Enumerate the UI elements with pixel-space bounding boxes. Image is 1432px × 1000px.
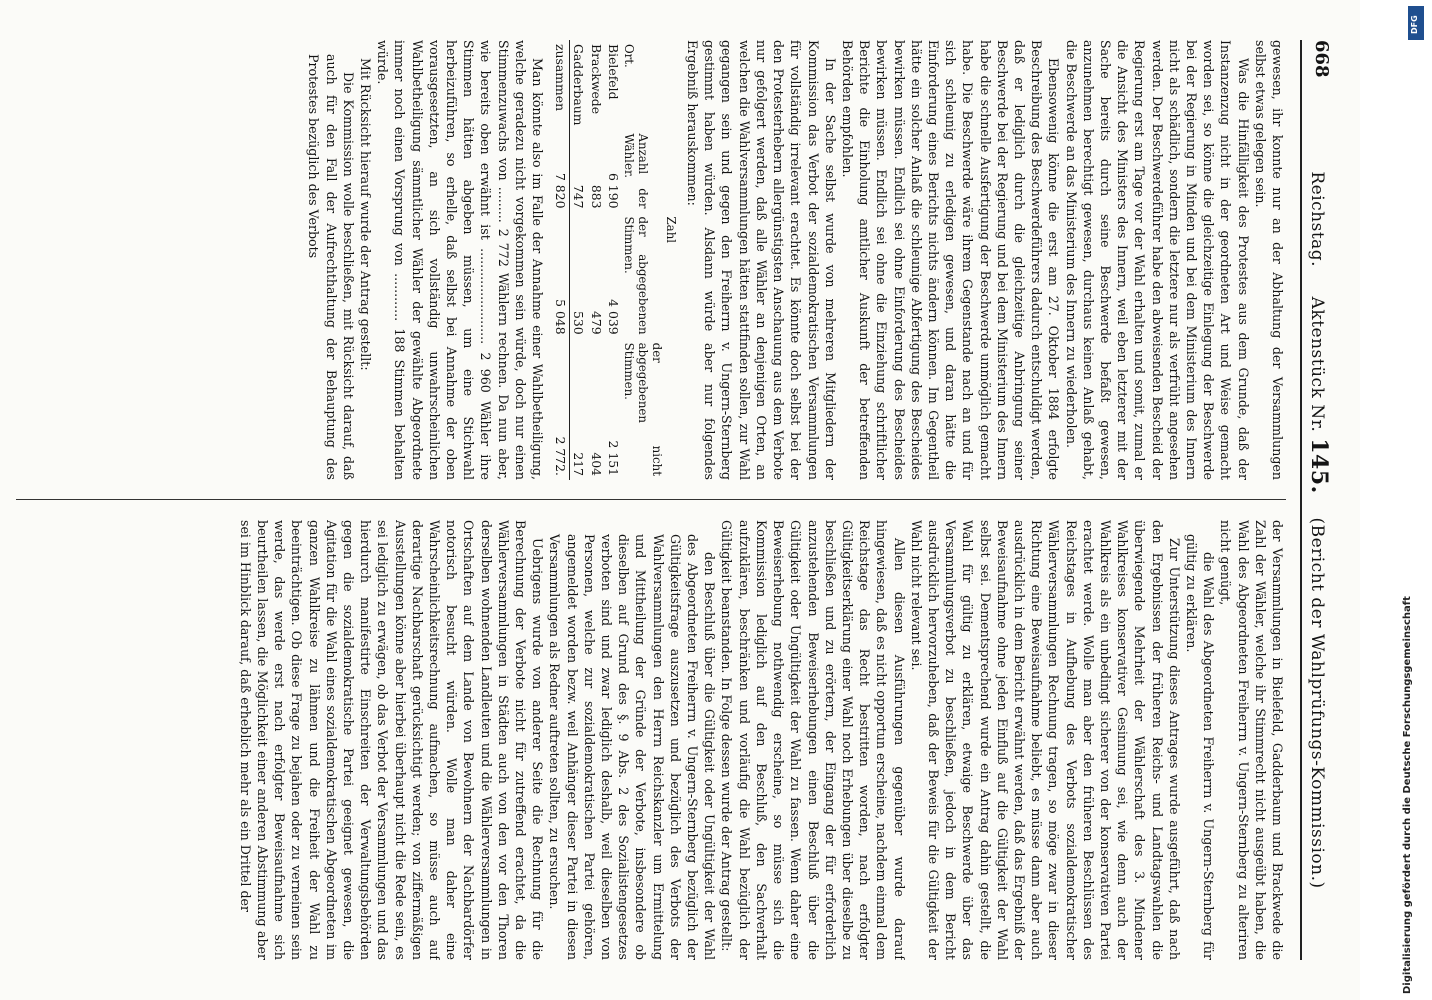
paragraph: der Versammlungen in Bielefeld, Gadderbaum und Brackwede die Zahl der Wähler, welche ihr Stimmrecht nicht ausgeübt haben, die Wahl des Abgeordneten Freiherrn v. Ungern-Sternberg zu alteriren nicht genügt,	[1218, 520, 1285, 960]
cell-place: Bielefeld	[605, 44, 621, 100]
paragraph: gewesen, ihr konnte nur an der Abhaltung der Versammlungen selbst etwas gelegen sein.	[1252, 40, 1285, 480]
table-row	[605, 40, 622, 480]
paragraph: Zur Unterstützung dieses Antrages wurde ausgeführt, daß nach den Ergebnissen der früheren Reichs- und Landtagswahlen die überwiegende Mehrheit der Wählerschaft des 3. Mindener Wahlkreises konservativer Gesinnung sei, wie denn auch der Wahlkreis als ein unbedingt sicherer von der konservativen Partei erachtet werde. Wolle man aber den früheren Beschlüssen des Reichstages in Aufhebung des Verbots sozialdemokratischer Wählerversammlungen Rechnung tragen, so möge zwar in dieser Richtung eine Beweisaufnahme beliebt, es müsse dann aber auch ausdrücklich in dem Bericht erwähnt werden, daß das Ergebniß der Beweisaufnahme ohne jeden Einfluß auf die Gültigkeit der Wahl selbst sei. Dementsprechend wurde ein Antrag dahin gestellt, die Wahl für gültig zu erklären, etwaige Beschwerde über das Versammlungsverbot zu beschließen, jedoch in dem Bericht ausdrücklich hervorzuheben, daß der Beweis für die Gültigkeit der Wahl nicht relevant sei.	[908, 520, 1182, 960]
cell-total-not-cast: 2 772.	[552, 339, 570, 480]
cell-total-cast: 5 048	[552, 212, 570, 338]
paragraph: den Beschluß über die Gültigkeit oder Ungültigkeit der Wahl des Abgeordneten Freiherrn v. Ungern-Sternberg bezüglich der Gültigkeitsfrage auszusetzen und bezüglich des Verbots der Wahlversammlungen den Herrn Reichskanzler um Ermittelung und Mittheilung der Gründe der Verbote, insbesondere ob dieselben auf Grund des §. 9 Abs. 2 des Sozialistengesetzes verboten sind und zwar lediglich deshalb, weil dieselben von Personen, welche zur sozialdemokratischen Partei gehören, angemeldet worden bezw. weil Anhänger dieser Partei in diesen Versammlungen als Redner auftreten sollten, zu ersuchen.	[547, 534, 718, 960]
table-row	[570, 40, 588, 480]
digitization-credit: Digitalisierung gefördert durch die Deutsche Forschungsgemeinschaft	[1402, 596, 1413, 994]
running-head-right: (Bericht der Wahlprüfungs-Kommission.)	[1307, 517, 1327, 889]
left-column	[16, 40, 1286, 480]
dfg-logo: DFG	[1408, 6, 1424, 40]
paragraph: Mit Rücksicht hierauf wurde der Antrag gestellt:	[358, 58, 374, 371]
cell-cast: 479	[588, 310, 604, 335]
paragraph: Uebrigens wurde von anderer Seite die Rechnung für die Berechnung der Verbote nicht für zutreffend erachtet, da die Wählerversammlungen in Städten auch von den vor den Thoren derselben wohnenden Landleuten und die Wählerversammlungen in Ortschaften auf dem Lande von Bewohnern der Nachbardörfer notorisch besucht würden. Wolle man daher eine Wahrscheinlichkeitsrechnung aufmachen, so müsse auch auf derartige Nachbarschaft gerücksichtigt werden; von ziffermäßigen Ausstellungen könne aber hierbei überhaupt nicht die Rede sein, es sei lediglich zu erwägen, ob das Verbot der Versammlungen und das hierdurch manifestirte Einschreiten der Verwaltungsbehörden gegen die sozialdemokratische Partei geeignet gewesen, die Agitation für die Wahl eines sozialdemokratischen Abgeordneten im ganzen Wahlkreise zu lähmen und die Freiheit der Wahl zu beeinträchtigen. Ob diese Frage zu bejahen oder zu verneinen sein werde, das werde erst nach erfolgter Beweisaufnahme sich beurtheilen lassen, die Möglichkeit einer anderen Abstimmung aber sei im Hinblick darauf, daß erheblich mehr als ein Drittel der	[237, 520, 546, 960]
cell-total-label: zusammen	[552, 40, 570, 129]
table-header-cast: der abgegebenen Stimmen.	[621, 216, 650, 335]
cell-not-cast: 2 151	[605, 440, 621, 476]
table-header-votes-group: Zahl	[663, 216, 678, 244]
paragraph: Ebensowenig könne die erst am 27. Oktober 1884 erfolgte Beschreibung des Beschwerdeführers dadurch entschuldigt werden, daß er lediglich durch die gleichzeitige Anbringung seiner Beschwerde bei der Regierung und bei dem Ministerium des Innern habe die schnelle Ausfertigung der Beschwerde unmöglich gemacht habe. Die Beschwerde wäre ihrem Gegenstande nach an und für sich schleunig zu erledigen gewesen, und daran hätte die Einforderung eines Berichts nichts ändern können. Im Gegentheil hätte ein solcher Anlaß die schleunige Abfertigung des Bescheides bewirken müssen. Endlich sei ohne Einforderung des Bescheides bewirken müssen. Endlich sei ohne die Einziehung schriftlicher Berichte die Einholung amtlicher Auskunft der betreffenden Behörden empfohlen.	[839, 40, 1062, 480]
cell-cast: 4 039	[605, 299, 621, 335]
table-header-not-cast: der nicht abgegebenen Stimmen.	[621, 342, 664, 476]
paragraph: Die Kommission wolle beschließen, mit Rücksicht darauf, daß auch für den Fall der Aufrechthaltung der Behauptung des Protestes bezüglich des Verbots	[306, 54, 356, 480]
paragraph: In der Sache selbst wurde von mehreren Mitgliedern der Kommission das Verbot der sozialdemokratischen Versammlungen für vollständig irrelevant erachtet. Es könnte doch selbst bei der den Protesterhebern allergünstigsten Anschauung aus dem Verbote nur gefolgert werden, daß alle Wähler an denjenigen Orten, an welchen die Wahlversammlungen hätten stattfinden sollen, zur Wahl gegangen sein und gegen den Freiherrn v. Ungern-Sternberg gestimmt haben würden. Alsdann würde aber nur folgendes Ergebniß herauskommen:	[685, 40, 838, 480]
cell-cast: 530	[571, 310, 587, 335]
page-header	[1300, 40, 1342, 960]
voter-statistics-table	[552, 40, 678, 480]
table-header-place: Ort.	[621, 44, 636, 68]
paragraph: Man könnte also im Falle der Annahme einer Wahlbetheiligung, welche geradezu nicht vorgekommen sein würde, doch nur einen Stimmenzuwachs von ......... 2 772 Wählern rechnen. Da nun aber, wie bereits oben erwähnt ist ........................ 2 960 Wähler ihre Stimmen hätten abgeben müssen, um eine Stichwahl herbeizuführen, so erhelle, daß selbst bei Annahme der oben vorausgesetzten, an sich vollständig unwahrscheinlichen Wahlbetheiligung sämmtlicher Wähler der gewählte Abgeordnete immer noch einen Vorsprung von ............ 188 Stimmen behalten würde.	[375, 40, 546, 480]
right-column	[16, 520, 1286, 960]
cell-not-cast: 404	[588, 452, 604, 476]
running-head-docnum: 145.	[1306, 438, 1332, 494]
page-number: 668	[1311, 40, 1332, 78]
column-divider	[16, 499, 1286, 500]
cell-not-cast: 217	[571, 452, 587, 476]
paragraph: die Wahl des Abgeordneten Freiherrn v. Ungern-Sternberg für gültig zu erklären.	[1183, 534, 1217, 960]
running-head-docnum-prefix: Aktenstück Nr.	[1307, 296, 1327, 433]
paragraph: Was die Hinfälligkeit des Protestes aus dem Grunde, daß der Instanzenzug nicht in der geordneten Art und Weise gemacht worden sei, so könne die gleichzeitige Einlegung der Beschwerde bei der Regierung in Minden und bei dem Ministerium des Innern nicht als schädlich, sondern die letztere nur als verfrüht angesehen werden. Der Beschwerdeführer habe den abweisenden Bescheid der Regierung erst am Tage vor der Wahl erhalten und somit, zumal er die Ansicht des Ministers des Innern, weil eben letzterer mit der Sache bereits durch seine Beschwerde befaßt gewesen, anzunehmen berechtigt gewesen, durchaus keinen Anlaß gehabt, die Beschwerde an das Ministerium des Innern zu wiederholen.	[1063, 40, 1251, 480]
cell-voters: 883	[588, 184, 604, 209]
cell-place: Gadderbaum	[571, 44, 587, 126]
table-total-row	[552, 40, 570, 480]
cell-voters: 747	[571, 184, 587, 209]
paragraph: Allen diesen Ausführungen gegenüber wurde darauf hingewiesen, daß es nicht opportun erscheine, nachdem einmal dem Reichstage das Recht bestritten worden, nach erfolgter Gültigkeitserklärung einer Wahl noch Erhebungen über dieselbe zu beschließen und zu erörtern, der Eingang der für erforderlich anzustehenden Beweiserhebungen einen Beschluß über die Gültigkeit oder Ungültigkeit der Wahl zu fassen. Wenn daher eine Beweiserhebung nothwendig erscheine, so müsse sich die Kommission lediglich auf den Beschluß, den Sachverhalt aufzuklären, beschränken und vorläufig die Wahl bezüglich der Gültigkeit beanstanden. In Folge dessen wurde der Antrag gestellt:	[719, 520, 907, 960]
cell-voters: 6 190	[605, 172, 621, 209]
cell-place: Brackwede	[588, 44, 604, 115]
table-header-voters: Anzahl der Wähler.	[621, 133, 650, 209]
cell-total-voters: 7 820	[552, 129, 570, 212]
running-head	[1306, 100, 1332, 960]
running-head-left: Reichstag.	[1307, 171, 1327, 268]
digitization-sidebar	[1400, 0, 1432, 1000]
table-row	[587, 40, 604, 480]
